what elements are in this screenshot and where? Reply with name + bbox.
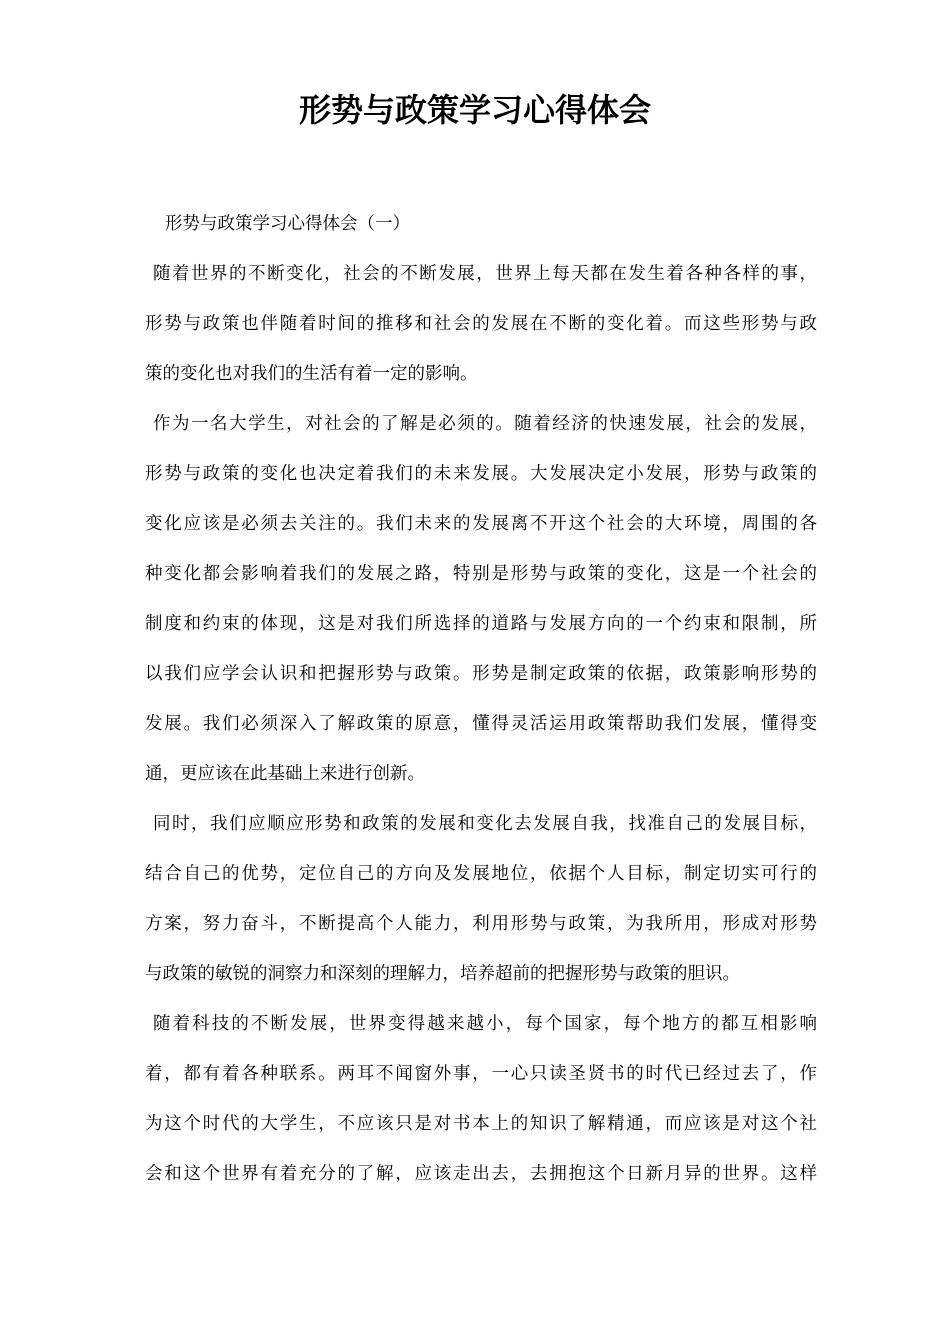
- paragraph-line: 作为一名大学生，对社会的了解是必须的。随着经济的快速发展，社会的发展，: [153, 414, 817, 434]
- paragraph-3: [145, 807, 817, 1007]
- paragraph-line: 方案，努力奋斗，不断提高个人能力，利用形势与政策，为我所用，形成对形势: [145, 914, 817, 934]
- paragraph-line: 会和这个世界有着充分的了解，应该走出去，去拥抱这个日新月异的世界。这样: [145, 1164, 817, 1184]
- paragraph-line: 与政策的敏锐的洞察力和深刻的理解力，培养超前的把握形势与政策的胆识。: [145, 964, 740, 984]
- paragraph-line: 形势与政策也伴随着时间的推移和社会的发展在不断的变化着。而这些形势与政: [145, 314, 817, 334]
- paragraph-line: 着，都有着各种联系。两耳不闻窗外事，一心只读圣贤书的时代已经过去了，作: [145, 1064, 817, 1084]
- paragraph-2: [145, 407, 817, 807]
- paragraph-line: 种变化都会影响着我们的发展之路，特别是形势与政策的变化，这是一个社会的: [145, 564, 817, 584]
- paragraph-line: 随着世界的不断变化，社会的不断发展，世界上每天都在发生着各种各样的事，: [153, 264, 817, 284]
- paragraph-line: 同时，我们应顺应形势和政策的发展和变化去发展自我，找准自己的发展目标，: [153, 814, 817, 834]
- paragraph-line: 发展。我们必须深入了解政策的原意，懂得灵活运用政策帮助我们发展，懂得变: [145, 714, 817, 734]
- paragraph-line: 变化应该是必须去关注的。我们未来的发展离不开这个社会的大环境，周围的各: [145, 514, 817, 534]
- paragraph-line: 为这个时代的大学生，不应该只是对书本上的知识了解精通，而应该是对这个社: [145, 1114, 817, 1134]
- document-title: 形势与政策学习心得体会: [298, 91, 651, 129]
- paragraph-4: [145, 1007, 817, 1207]
- section-heading: 形势与政策学习心得体会（一）: [165, 214, 410, 234]
- paragraph-line: 制度和约束的体现，这是对我们所选择的道路与发展方向的一个约束和限制，所: [145, 614, 817, 634]
- paragraph-line: 结合自己的优势，定位自己的方向及发展地位，依据个人目标，制定切实可行的: [145, 864, 817, 884]
- paragraph-line: 策的变化也对我们的生活有着一定的影响。: [145, 364, 478, 384]
- paragraph-line: 通，更应该在此基础上来进行创新。: [145, 764, 425, 784]
- paragraph-line: 随着科技的不断发展，世界变得越来越小，每个国家，每个地方的都互相影响: [153, 1014, 817, 1034]
- document-body: [145, 207, 817, 1207]
- paragraph-line: 形势与政策的变化也决定着我们的未来发展。大发展决定小发展，形势与政策的: [145, 464, 817, 484]
- paragraph-1: [145, 257, 817, 407]
- paragraph-line: 以我们应学会认识和把握形势与政策。形势是制定政策的依据，政策影响形势的: [145, 664, 817, 684]
